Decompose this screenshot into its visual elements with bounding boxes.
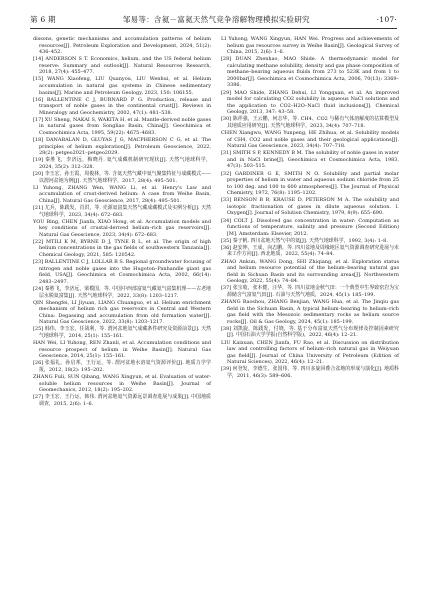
reference-entry: LI Yuhong, WANG Xingyun, HAN Wei. Progress and achievements of helium gas resources survey in Weihe Basin[J]. Geological Survey of China, 2015, 2(6): 1–6. — [221, 36, 399, 56]
reference-entry: HAN Wei, LI Yuhong, REN Zhanli, et al. Accumulation conditions and resource prospect of helium in Weihe Basin[J]. Natural Gas Geoscience, 2014, 25(1): 155–161. — [33, 340, 211, 360]
header-rule — [30, 28, 397, 29]
reference-entry: [32] GARDINER G E, SMITH N O. Solubility and partial molar properties of helium in water and aqueous sodium chloride from 25 to 100 deg. and 100 to 600 atmospheres[J]. The Journal of Physical Chemistry, 1972, 76(8): 1195–1202. — [221, 170, 399, 197]
reference-entry: ZHANG Fuli, SUN Qibang, WANG Xingyun, et al. Evaluation of water-soluble helium resources in Weihe Basin[J]. Journal of Geomechanics, 2012, 18(2): 195–202. — [33, 374, 211, 394]
reference-entry: [30] 陈祥强，王云鹏，何志华，等. CH4、CO2 与稀有气体溶解度的估算模型及其地质应用研究[J]. 天然气地球科学，2023, 34(4): 707–718. — [221, 116, 399, 129]
reference-entry: [31] SMITH S P, KENNEDY B M. The solubility of noble gases in water and in NaCl brine[J]. Geochimica et Cosmochimica Acta, 1983, 47(3): 503–515. — [221, 150, 399, 170]
reference-entry: [20] 李玉宏，孙玉霞，周俊林，等. 含氦天然气藏中氦气聚集特征与成藏模式——以渭河盆地为例[J]. 天然气地球科学，2017, 28(4): 495–501. — [33, 171, 211, 184]
reference-entry: [14] ANDERSON S T. Economics, helium, and the US federal helium reserve: Summary and outlook[J]. Natural Resources Research, 2018, 27(4): 455–477. — [33, 56, 211, 76]
reference-entry: [18] DANABALAN D, GLUYAS J G, MACPHERSON C G, et al. The principles of helium exploration[J]. Petroleum Geoscience, 2022, 28(2): petgeo2021–petgeo2029. — [33, 137, 211, 157]
reference-entry: [29] MAO Shide, ZHANG Dehui, LI Yongquan, et al. An improved model for calculating CO2 solubility in aqueous NaCl solutions and the application to CO2–H2O–NaCl fluid inclusions[J]. Chemical Geology, 2013, 347: 43–58. — [221, 89, 399, 116]
reference-entry: dissons, genetic mechanisms and accumulation patterns of helium resources[J]. Petroleum Exploration and Development, 2024, 51(2): 436–452. — [33, 36, 211, 56]
reference-entry: [38] 刘凯旋，陈践发，付娆，等. 基于分布富氦天然气分布规律及控制因素研究[J]. 中国石油大学学报(自然科学版)，2022, 46(4): 12–21. — [221, 325, 399, 339]
reference-entry: [25] 韩伟，李玉宏，任战利，等. 渭河盆地氦气成藏条件研究及资源前景[J]. 天然气地球科学，2014, 25(1): 155–161. — [33, 326, 211, 339]
references-left-column — [33, 36, 211, 407]
reference-entry: [36] 赵安坤，王成，向志鹏，等. 四川盆地及周缘地区氦气资源调查研究进展与未来工作方向[J]. 西北地质，2022, 55(4): 74–84. — [221, 244, 399, 258]
reference-entry: ZHANG Baoshou, ZHANG Benjian, WANG Hua, et al. The Jinqiu gas field in the Sichuan Basin, A typical helium–bearing to helium–rich gas field with the Mesozoic sedimentary rocks as helium source rocks[J]. Oil & Gas Geology, 2024, 45(1): 185–199. — [221, 299, 399, 325]
reference-entry: [33] BENSON B B, KRAUSE D, PETERSON M A. The solubility and isotopic fractionation of gases in dilute aqueous solution. I. Oxygen[J]. Journal of Solution Chemistry, 1979, 8(9): 655–690. — [221, 197, 399, 217]
reference-entry: [28] DUAN Zhenhao, MAO Shide. A thermodynamic model for calculating methane solubility, density and gas phase composition of methane–bearing aqueous fluids from 273 to 523K and from 1 to 2000bar[J]. Geochimica et Cosmochimica Acta, 2006, 70(13): 3369–3386. — [221, 56, 399, 89]
reference-entry: [16] BALLENTINE C J, BURNARD P G. Production, release and transport of noble gases in the continental crust[J]. Reviews in Mineralogy and Geochemistry, 2002, 47(1): 481–538. — [33, 96, 211, 116]
reference-entry: [22] MTILI K M, BYRNE D J, TYNE R L, et al. The origin of high helium concentrations in the gas fields of southwestern Tanzania[J]. Chemical Geology, 2021, 585: 120542. — [33, 238, 211, 259]
reference-entry: YOU Bing, CHEN Jianfa, XIAO Hong, et al. Accumulation models and key conditions of crustal-derived helium–rich gas reservoirs[J]. Natural Gas Geoscience, 2023, 34(4): 672–683. — [33, 218, 211, 238]
reference-entry: [27] 李玉宏，王行运，韩伟. 渭河盆地氦气资源远景调查进展与成果[J]. 中国地质调查，2015, 2(6): 1–6. — [33, 394, 211, 407]
reference-entry: [26] 张福礼，孙启邦，王行运，等. 渭河盆地水溶氦气资源评价[J]. 地质力学学报，2012, 18(2): 195–202. — [33, 360, 211, 373]
reference-entry: [15] WANG Xiaofeng, LIU Quanyou, LIU Wenhui, et al. Helium accumulation in natural gas systems in Chinese sedimentary basins[J]. Marine and Petroleum Geology, 2023, 150: 106155. — [33, 76, 211, 96]
reference-entry: CHEN Xiangwu, WANG Yunpeng, HE Zhihua, et al. Solubility models of CH4, CO2 and noble gases and their geological applications[J]. Natural Gas Geoscience, 2023, 34(4): 707–718. — [221, 130, 399, 150]
reference-entry: [39] 何登发，李德生，张国伟，等. 四川多旋回叠合盆地的形成与演化[J]. 地质科学，2011, 46(3): 589–606. — [221, 366, 399, 379]
reference-entry: QIN Shengfei, LI Jiyuan, LIANG Chuanguo, et al. Helium enrichment mechanism of helium rich gas reservoirs in Central and Western China: Degassing and accumulation from old formation water[J]. Natural Gas Geoscience, 2022, 33(8): 1203–1217. — [33, 299, 211, 326]
reference-entry: [23] BALLENTINE C J, LOLLAR B S. Regional groundwater focusing of nitrogen and noble gases into the Hugoton–Panhandle giant gas field, USA[J]. Geochimica et Cosmochimica Acta, 2002, 66(14): 2483–2497. — [33, 259, 211, 285]
running-title: 邹易等：含氦－富氦天然气竞争溶解物理模拟实验研究 — [122, 14, 310, 24]
reference-entry: [21] 尤兵，陈践发，肖洪，等. 壳源氦富集天然气藏成藏模式及实例分析[J]. 天然气地球科学，2023, 34(4): 672–683. — [33, 205, 211, 218]
reference-entry: LI Yuhong, ZHANG Wen, WANG Li, et al. Henry's Law and accumulation of crust-derived helium: A case from Weihe Basin, China[J]. Natural Gas Geoscience, 2017, 28(4): 495–501. — [33, 184, 211, 204]
reference-entry: [37] 张宝收，张本健，汪华，等. 四川盆地金秋气田：一个典型中生界致密岩为宝源储含气富氦气田[J]. 石油与天然气地质，2024, 45(1): 185–199. — [221, 285, 399, 298]
issue-number: 第 6 期 — [30, 14, 56, 24]
reference-entry: LIU Kaixuan, CHEN Jianfa, FU Rao, et al. Discussion on distribution law and controlling factors of helium–rich natural gas in Weiyuan gas field[J]. Journal of China University of Petroleum (Edition of Natural Sciences), 2022, 46(4): 12–21. — [221, 339, 399, 366]
reference-entry: [35] 秦子帆. 四川盆地天然气中的氦[J]. 天然气地球科学，1992, 3(4): 1–8. — [221, 237, 388, 244]
references-right-column — [221, 36, 399, 379]
reference-entry: [34] COLT J. Dissolved gas concentration in water: Computation as functions of temperature, salinity and pressure (Second Edition)[M]. Amsterdam: Elsevier, 2012. — [221, 217, 399, 237]
reference-entry: ZHAO Ankun, WANG Dong, SHI Zhiqiang, et al. Exploration status and helium resource potential of the helium–bearing natural gas field in Sichuan Basin and its surrounding areas[J]. Northwestern Geology, 2022, 55(4): 74–84. — [221, 258, 399, 285]
reference-entry: [24] 秦胜飞，李济远，梁模国，等. 中国中西部富氦气藏氦气富集机理——古老地层水脱氦富集[J]. 天然气地球科学，2022, 33(8): 1203–1217. — [33, 285, 211, 299]
page-number: ·107· — [376, 14, 397, 24]
reference-entry: [19] 秦胜飞，李济远，梅晓丹. 氦气成藏机制研究现状[J]. 天然气地球科学，2024, 35(2): 312–328. — [33, 157, 211, 170]
running-header — [30, 12, 397, 26]
reference-entry: [17] XU Sheng, NAKAI S, WAKITA H, et al. Mantle-derived noble gases in natural gases from Songliao Basin, China[J]. Geochimica et Cosmochimica Acta, 1995, 59(22): 4675–4683. — [33, 116, 211, 137]
